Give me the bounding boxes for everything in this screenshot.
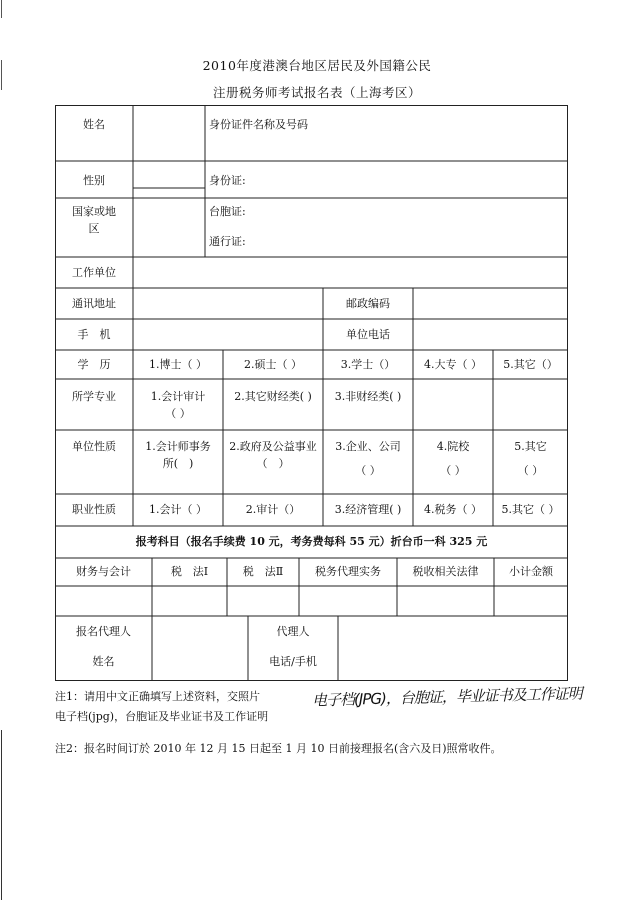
subject-tax-law-1: 税 法Ⅰ: [170, 565, 209, 578]
mobile-label: 手 机: [77, 328, 111, 341]
name-label: 姓名: [83, 118, 105, 131]
id-card-label: 身份证:: [209, 174, 246, 187]
major-option-other-finance: 2.其它财经类( ): [234, 390, 312, 403]
note2: 注2：报名时间订於 2010 年 12 月 15 日起至 1 月 10 日前接理报名(含六及日)照常收件。: [55, 742, 502, 755]
career-option-other: 5.其它（ ）: [501, 503, 560, 516]
travel-permit-label: 通行证:: [209, 235, 246, 248]
handwritten-annotation: 电子档(JPG)，台胞证，毕业证书及工作证明: [311, 684, 583, 710]
major-option-accounting-paren: （ ）: [165, 407, 191, 420]
agent-phone-label-line2: 电话/手机: [269, 655, 317, 668]
education-option-master: 2.硕士（ ）: [244, 358, 302, 371]
address-label: 通讯地址: [72, 297, 116, 310]
career-option-taxation: 4.税务（ ）: [424, 503, 482, 516]
unit-option-cpa-firm: 1.会计师事务: [145, 440, 211, 453]
agent-name-label-line1: 报名代理人: [76, 625, 131, 638]
form-title-line2: 注册税务师考试报名表（上海考区）: [212, 85, 421, 100]
education-label: 学 历: [77, 358, 111, 371]
taiwan-pass-label: 台胞证:: [209, 205, 246, 218]
scan-edge-mark: [1, 60, 2, 90]
unit-option-other-paren: （ ）: [517, 464, 544, 477]
scan-edge-mark: [1, 730, 2, 900]
subject-tax-law-2: 税 法Ⅱ: [242, 565, 284, 578]
unit-option-other: 5.其它: [514, 440, 547, 453]
education-option-bachelor: 3.学士（）: [340, 358, 396, 371]
note1-line1: 注1：请用中文正确填写上述资料，交照片: [55, 690, 260, 703]
major-option-non-finance: 3.非财经类( ): [334, 390, 402, 403]
career-option-economic-management: 3.经济管理( ): [334, 503, 402, 516]
unit-option-government: 2.政府及公益事业: [229, 440, 317, 453]
subject-tax-agency-practice: 税务代理实务: [315, 565, 381, 578]
note1-line2: 电子档(jpg)，台胞证及毕业证书及工作证明: [55, 710, 269, 723]
gender-label: 性别: [83, 174, 105, 187]
unit-option-enterprise-paren: （ ）: [355, 464, 381, 477]
unit-option-school: 4.院校: [436, 440, 470, 453]
id-document-label: 身份证件名称及号码: [209, 118, 308, 131]
unit-option-enterprise: 3.企业、公司: [335, 440, 401, 453]
country-label-line2: 区: [88, 222, 100, 235]
education-option-college: 4.大专（ ）: [424, 358, 482, 371]
education-option-doctor: 1.博士（ ）: [149, 358, 207, 371]
subjects-header: 报考科目（报名手续费 10 元，考务费每科 55 元）折台币一科 325 元: [135, 535, 488, 548]
registration-form: [55, 105, 568, 681]
career-option-accounting: 1.会计（ ）: [149, 503, 207, 516]
work-phone-label: 单位电话: [346, 328, 390, 341]
major-label: 所学专业: [72, 390, 116, 403]
unit-type-label: 单位性质: [72, 440, 116, 453]
work-unit-label: 工作单位: [72, 266, 116, 279]
subject-tax-related-law: 税收相关法律: [412, 565, 479, 578]
career-label: 职业性质: [72, 503, 116, 516]
scan-edge-mark: [1, 0, 2, 18]
unit-option-government-paren: （ ）: [256, 457, 290, 470]
unit-option-school-paren: （ ）: [440, 464, 466, 477]
agent-phone-label-line1: 代理人: [276, 625, 310, 638]
subject-finance-accounting: 财务与会计: [76, 565, 131, 578]
career-option-audit: 2.审计（）: [245, 503, 301, 516]
country-label-line1: 国家或地: [72, 205, 116, 218]
agent-name-label-line2: 姓名: [92, 655, 115, 668]
major-option-accounting: 1.会计审计: [150, 390, 206, 403]
postcode-label: 邮政编码: [346, 297, 390, 310]
education-option-other: 5.其它（）: [503, 358, 558, 371]
form-title-line1: 2010年度港澳台地区居民及外国籍公民: [202, 58, 432, 73]
unit-option-cpa-firm-paren: 所( ): [162, 457, 194, 470]
subtotal-amount-label: 小计金额: [509, 565, 553, 578]
